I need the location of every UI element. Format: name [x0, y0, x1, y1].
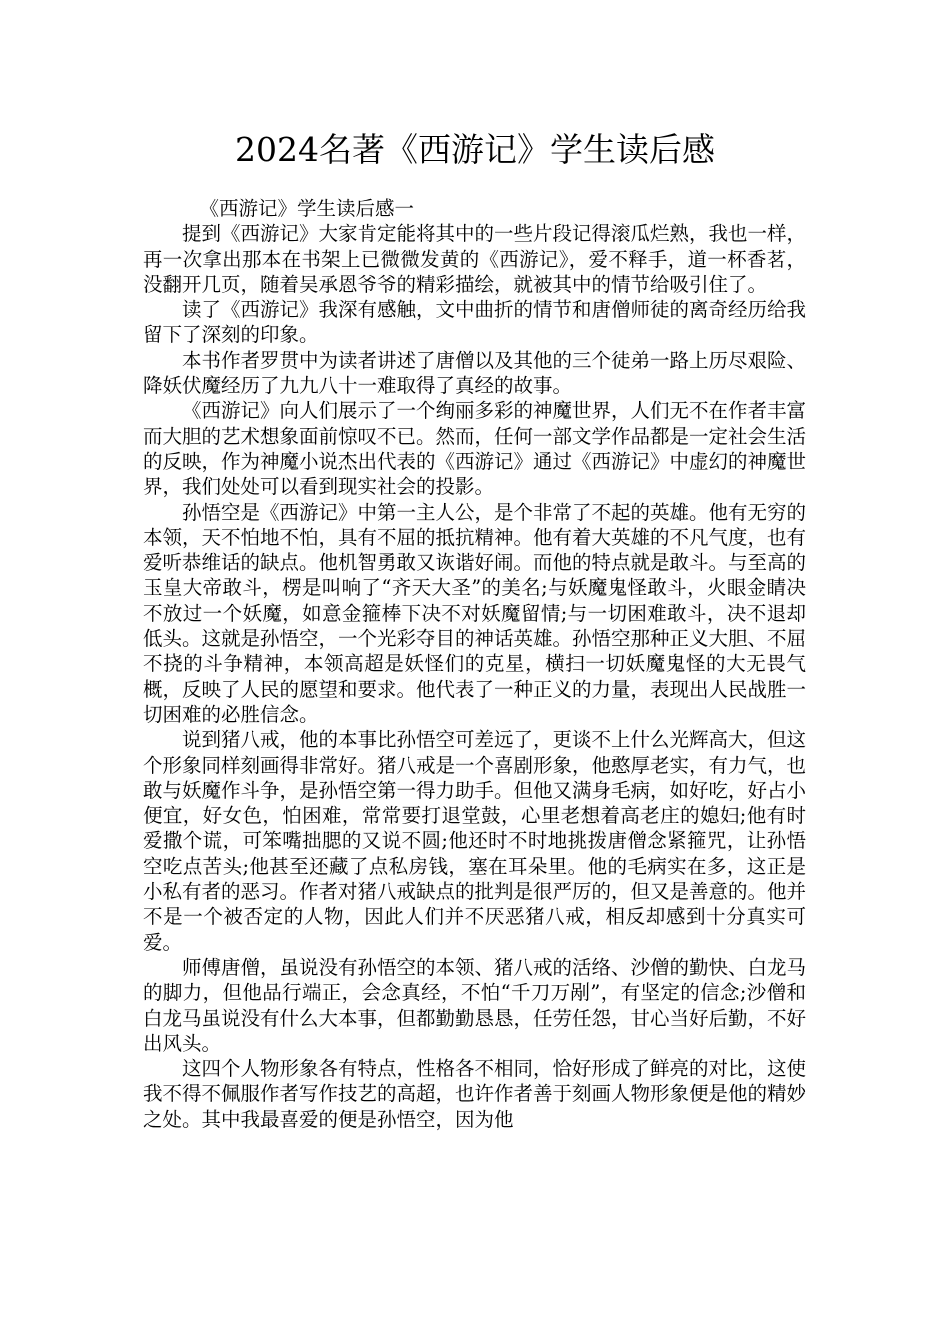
section-heading: 《西游记》学生读后感一 [199, 197, 415, 220]
paragraph-3: 本书作者罗贯中为读者讲述了唐僧以及其他的三个徒弟一路上历尽艰险、降妖伏魔经历了九九八十一难取得了真经的故事。 [143, 348, 807, 398]
paragraph-8: 这四个人物形象各有特点，性格各不相同，恰好形成了鲜亮的对比，这使我不得不佩服作者写作技艺的高超，也许作者善于刻画人物形象便是他的精妙之处。其中我最喜爱的便是孙悟空，因为他 [143, 1057, 807, 1131]
document-body [143, 196, 806, 1132]
paragraph-1: 提到《西游记》大家肯定能将其中的一些片段记得滚瓜烂熟，我也一样，再一次拿出那本在书架上已微微发黄的《西游记》，爱不释手，道一杯香茗，没翻开几页，随着吴承恩爷爷的精彩描绘，就被其中的情节给吸引住了。 [143, 222, 807, 296]
paragraph-5: 孙悟空是《西游记》中第一主人公，是个非常了不起的英雄。他有无穷的本领，天不怕地不怕，具有不屈的抵抗精神。他有着大英雄的不凡气度，也有爱听恭维话的缺点。他机智勇敢又诙谐好闹。而他的特点就是敢斗。与至高的玉皇大帝敢斗，楞是叫响了“齐天大圣”的美名;与妖魔鬼怪敢斗，火眼金睛决不放过一个妖魔，如意金箍棒下决不对妖魔留情;与一切困难敢斗，决不退却低头。这就是孙悟空，一个光彩夺目的神话英雄。孙悟空那种正义大胆、不屈不挠的斗争精神，本领高超是妖怪们的克星，横扫一切妖魔鬼怪的大无畏气概，反映了人民的愿望和要求。他代表了一种正义的力量，表现出人民战胜一切困难的必胜信念。 [143, 500, 807, 726]
paragraph-2: 读了《西游记》我深有感触，文中曲折的情节和唐僧师徒的离奇经历给我留下了深刻的印象。 [143, 298, 807, 347]
paragraph-4: 《西游记》向人们展示了一个绚丽多彩的神魔世界，人们无不在作者丰富而大胆的艺术想象面前惊叹不已。然而，任何一部文学作品都是一定社会生活的反映，作为神魔小说杰出代表的《西游记》通过《西游记》中虚幻的神魔世界，我们处处可以看到现实社会的投影。 [143, 399, 807, 499]
document-title: 2024名著《西游记》学生读后感 [235, 130, 715, 169]
paragraph-6: 说到猪八戒，他的本事比孙悟空可差远了，更谈不上什么光辉高大，但这个形象同样刻画得非常好。猪八戒是一个喜剧形象，他憨厚老实，有力气，也敢与妖魔作斗争，是孙悟空第一得力助手。但他又满身毛病，如好吃，好占小便宜，好女色，怕困难，常常要打退堂鼓，心里老想着高老庄的媳妇;他有时爱撒个谎，可笨嘴拙腮的又说不圆;他还时不时地挑拨唐僧念紧箍咒，让孙悟空吃点苦头;他甚至还藏了点私房钱，塞在耳朵里。他的毛病实在多，这正是小私有者的恶习。作者对猪八戒缺点的批判是很严厉的，但又是善意的。他并不是一个被否定的人物，因此人们并不厌恶猪八戒，相反却感到十分真实可爱。 [143, 728, 807, 954]
paragraph-7: 师傅唐僧，虽说没有孙悟空的本领、猪八戒的活络、沙僧的勤快、白龙马的脚力，但他品行端正，会念真经，不怕“千刀万剐”，有坚定的信念;沙僧和白龙马虽说没有什么大本事，但都勤勤恳恳，任劳任怨，甘心当好后勤，不好出风头。 [143, 955, 807, 1055]
